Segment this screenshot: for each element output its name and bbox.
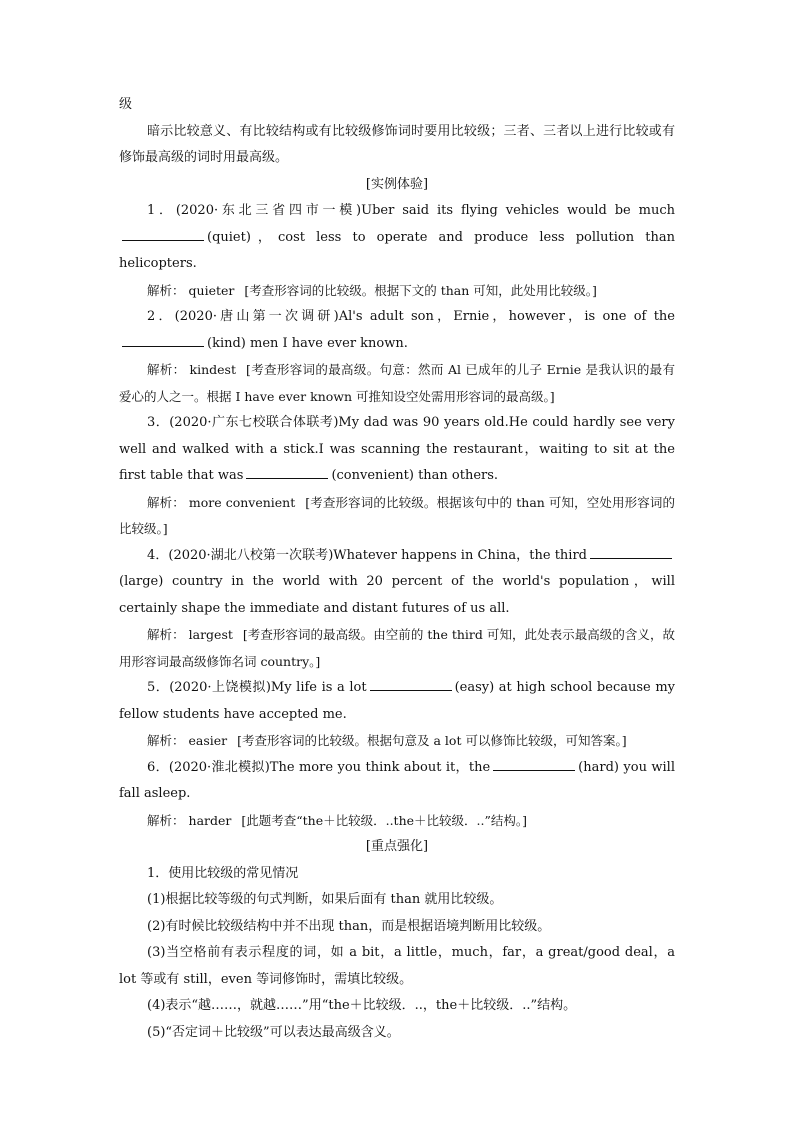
answer-blank [493,756,575,771]
question-3 [119,410,675,490]
answer-explanation: [考查形容词的比较级。根据下文的 than 可知，此处用比较级。] [244,282,597,298]
question-text: (kind) men I have ever known. [207,335,408,351]
question-text: 2．(2020·唐山第一次调研)Al's adult son，Ernie，however，is one of the [147,309,675,324]
answer-label: 解析： [147,362,186,377]
answer-word: harder [188,812,232,828]
answer-explanation: [考查形容词的比较级。根据句意及 a lot 可以修饰比较级，可知答案。] [237,733,627,748]
answer-1 [119,278,675,305]
question-text: 5．(2020·上饶模拟)My life is a lot [147,680,367,695]
question-text: (hard) you will fall asleep. [119,759,675,801]
answer-2 [119,357,675,410]
question-6 [119,755,675,808]
answer-label: 解析： [147,812,185,828]
answer-blank [370,676,452,691]
focus-title: 1．使用比较级的常见情况 [147,865,299,881]
answer-6 [119,808,675,835]
answer-label: 解析： [147,627,185,642]
answer-label: 解析： [147,733,185,748]
answer-3 [119,490,675,543]
question-text: 6．(2020·淮北模拟)The more you think about it，the [147,759,491,775]
answer-explanation: [此题考查“the＋比较级．..the＋比较级．..”结构。] [241,812,527,828]
focus-item: (5)“否定词＋比较级”可以表达最高级含义。 [147,1024,400,1040]
answer-word: more convenient [188,494,296,510]
answer-explanation: [考查形容词的最高级。句意：然而 Al 已成年的儿子 Ernie 是我认识的最有爱心的人之一。根据 I have ever known 可推知设空处需用形容词的最高级。] [119,362,675,404]
focus-item: (3)当空格前有表示程度的词，如 a bit，a little，much，far，a great/good deal，a lot 等或有 still，even 等词修饰时，需填比较级。 [119,945,675,987]
answer-word: quieter [188,282,235,298]
question-text: (convenient) than others. [331,468,499,483]
intro-fragment: 级 [119,97,133,112]
question-text: 4．(2020·湖北八校第一次联考)Whatever happens in China，the third [147,547,587,563]
question-2 [119,304,675,357]
question-5 [119,675,675,728]
answer-blank [590,544,672,559]
intro-rule: 暗示比较意义、有比较结构或有比较级修饰词时要用比较级；三者、三者以上进行比较或有修饰最高级的词时用最高级。 [119,123,675,165]
answer-explanation: [考查形容词的比较级。根据该句中的 than 可知，空处用形容词的比较级。] [119,494,675,536]
answer-4 [119,622,675,675]
question-4 [119,543,675,623]
question-text: (easy) at high school because my fellow students have accepted me. [119,680,675,722]
question-1 [119,198,675,278]
answer-word: easier [188,733,228,748]
question-text: 3．(2020·广东七校联合体联考)My dad was 90 years old.He could hardly see very well and walked with a stick.I was scanning the restaurant，waiting to sit at the first table that was [119,415,675,483]
focus-item: (4)表示“越……，就越……”用“the＋比较级．..，the＋比较级．..”结构。 [147,998,577,1013]
focus-item: (1)根据比较等级的句式判断，如果后面有 than 就用比较级。 [147,892,503,907]
answer-blank [122,226,204,241]
answer-word: kindest [189,362,236,377]
answer-label: 解析： [147,282,185,298]
focus-heading: [重点强化] [365,839,429,854]
focus-item: (2)有时候比较级结构中并不出现 than，而是根据语境判断用比较级。 [147,918,551,934]
examples-heading: [实例体验] [365,176,429,192]
answer-word: largest [188,627,233,642]
question-text: 1．(2020·东北三省四市一模)Uber said its flying vehicles would be much [147,203,675,218]
answer-explanation: [考查形容词的最高级。由空前的 the third 可知，此处表示最高级的含义，故用形容词最高级修饰名词 country。] [119,627,675,669]
question-text: (quiet)，cost less to operate and produce less pollution than helicopters. [119,229,675,271]
answer-5 [119,728,675,755]
answer-blank [122,332,204,347]
answer-label: 解析： [147,494,185,510]
answer-blank [246,464,328,479]
page-content [119,92,675,1046]
question-text: (large) country in the world with 20 percent of the world's population，will certainly shape the immediate and distant futures of us all. [119,574,675,616]
